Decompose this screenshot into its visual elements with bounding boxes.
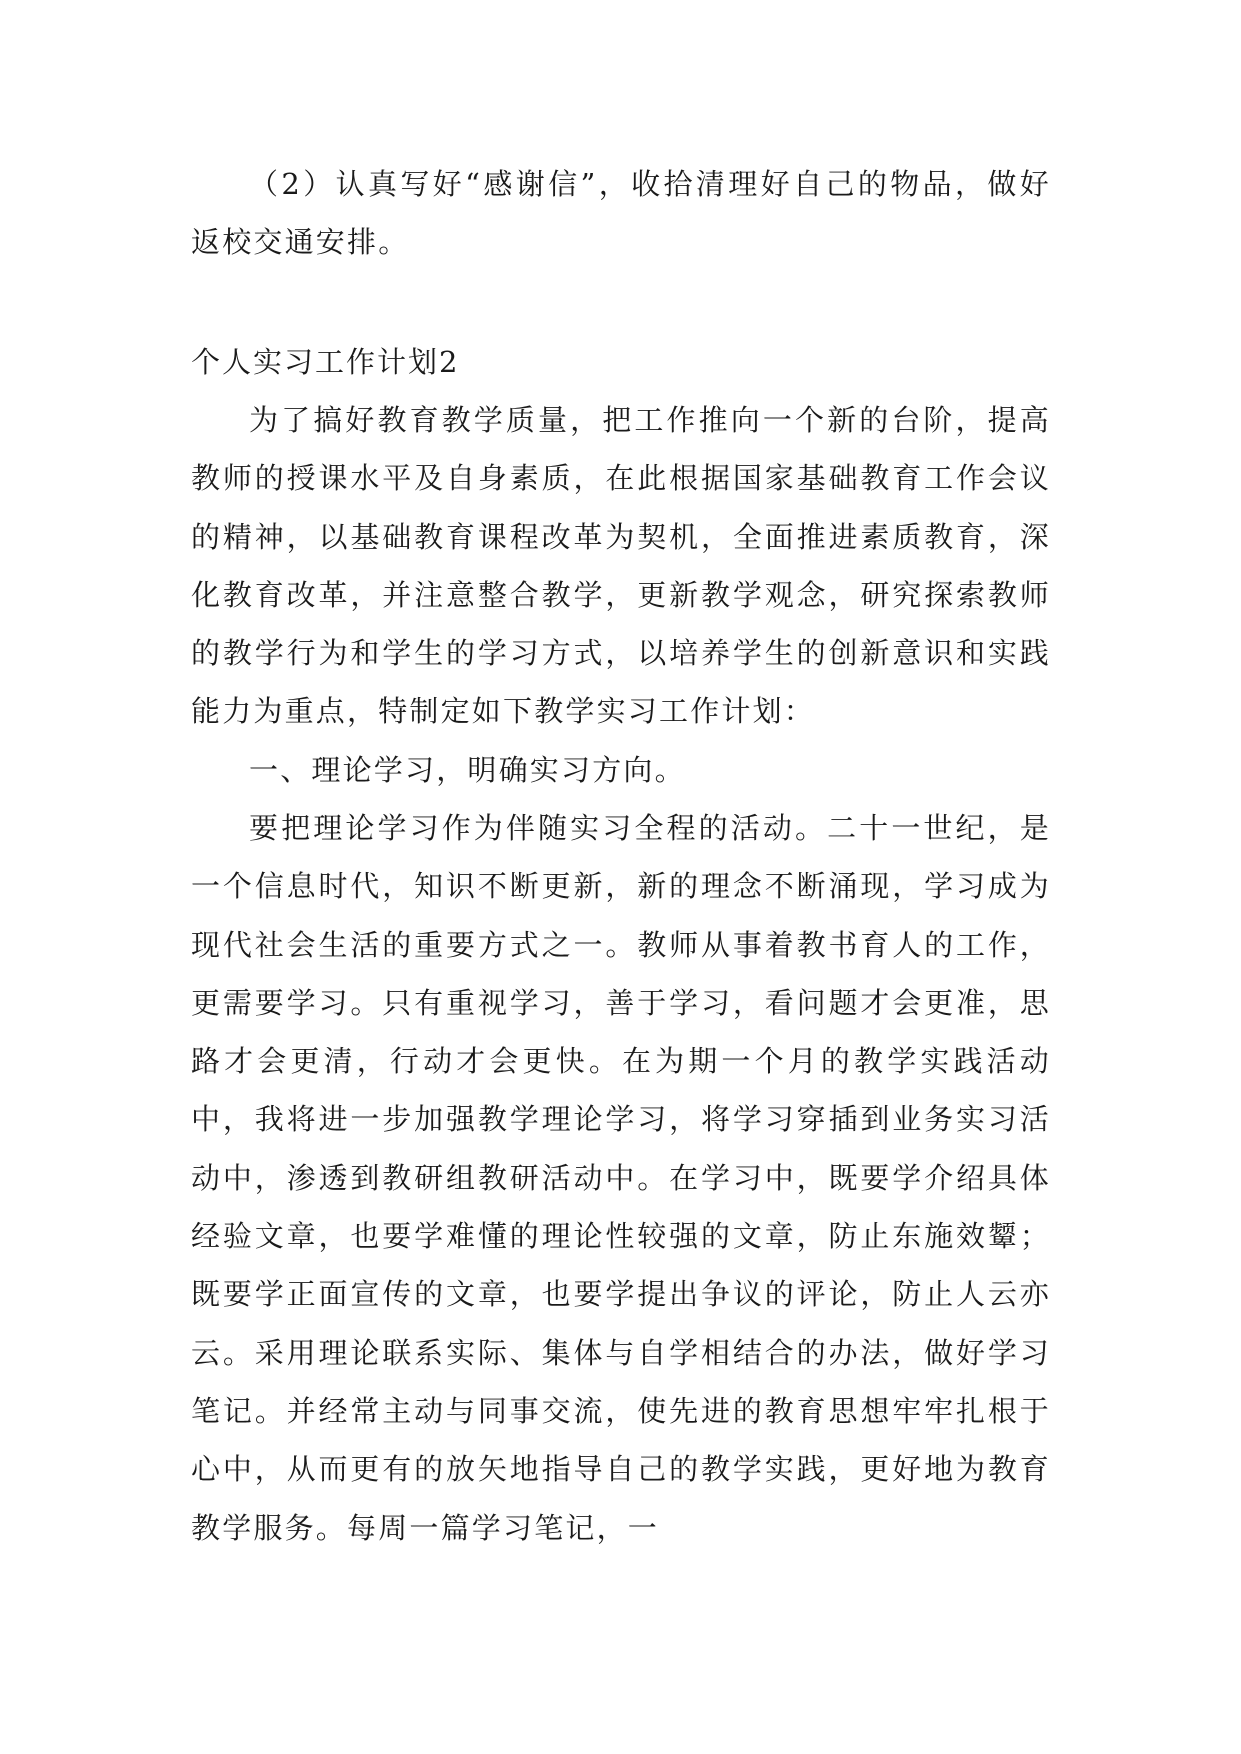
subsection-title-theory-study: 一、理论学习，明确实习方向。 [249,753,686,787]
section-heading: 个人实习工作计划2 [191,345,460,379]
paragraph-theory-study: 要把理论学习作为伴随实习全程的活动。二十一世纪，是一个信息时代，知识不断更新，新的理念不断涌现，学习成为现代社会生活的重要方式之一。教师从事着教书育人的工作，更需要学习。只有重视学习，善于学习，看问题才会更准，思路才会更清，行动才会更快。在为期一个月的教学实践活动中，我将进一步加强教学理论学习，将学习穿插到业务实习活动中，渗透到教研组教研活动中。在学习中，既要学介绍具体经验文章，也要学难懂的理论性较强的文章，防止东施效颦；既要学正面宣传的文章，也要学提出争议的评论，防止人云亦云。采用理论联系实际、集体与自学相结合的办法，做好学习笔记。并经常主动与同事交流，使先进的教育思想牢牢扎根于心中，从而更有的放矢地指导自己的教学实践，更好地为教育教学服务。每周一篇学习笔记，一 [191,811,1051,1545]
paragraph-return-arrangements: （2）认真写好“感谢信”，收拾清理好自己的物品，做好返校交通安排。 [191,167,1051,260]
paragraph-plan-purpose: 为了搞好教育教学质量，把工作推向一个新的台阶，提高教师的授课水平及自身素质，在此根据国家基础教育工作会议的精神，以基础教育课程改革为契机，全面推进素质教育，深化教育改革，并注意整合教学，更新教学观念，研究探索教师的教学行为和学生的学习方式，以培养学生的创新意识和实践能力为重点，特制定如下教学实习工作计划： [191,403,1051,729]
